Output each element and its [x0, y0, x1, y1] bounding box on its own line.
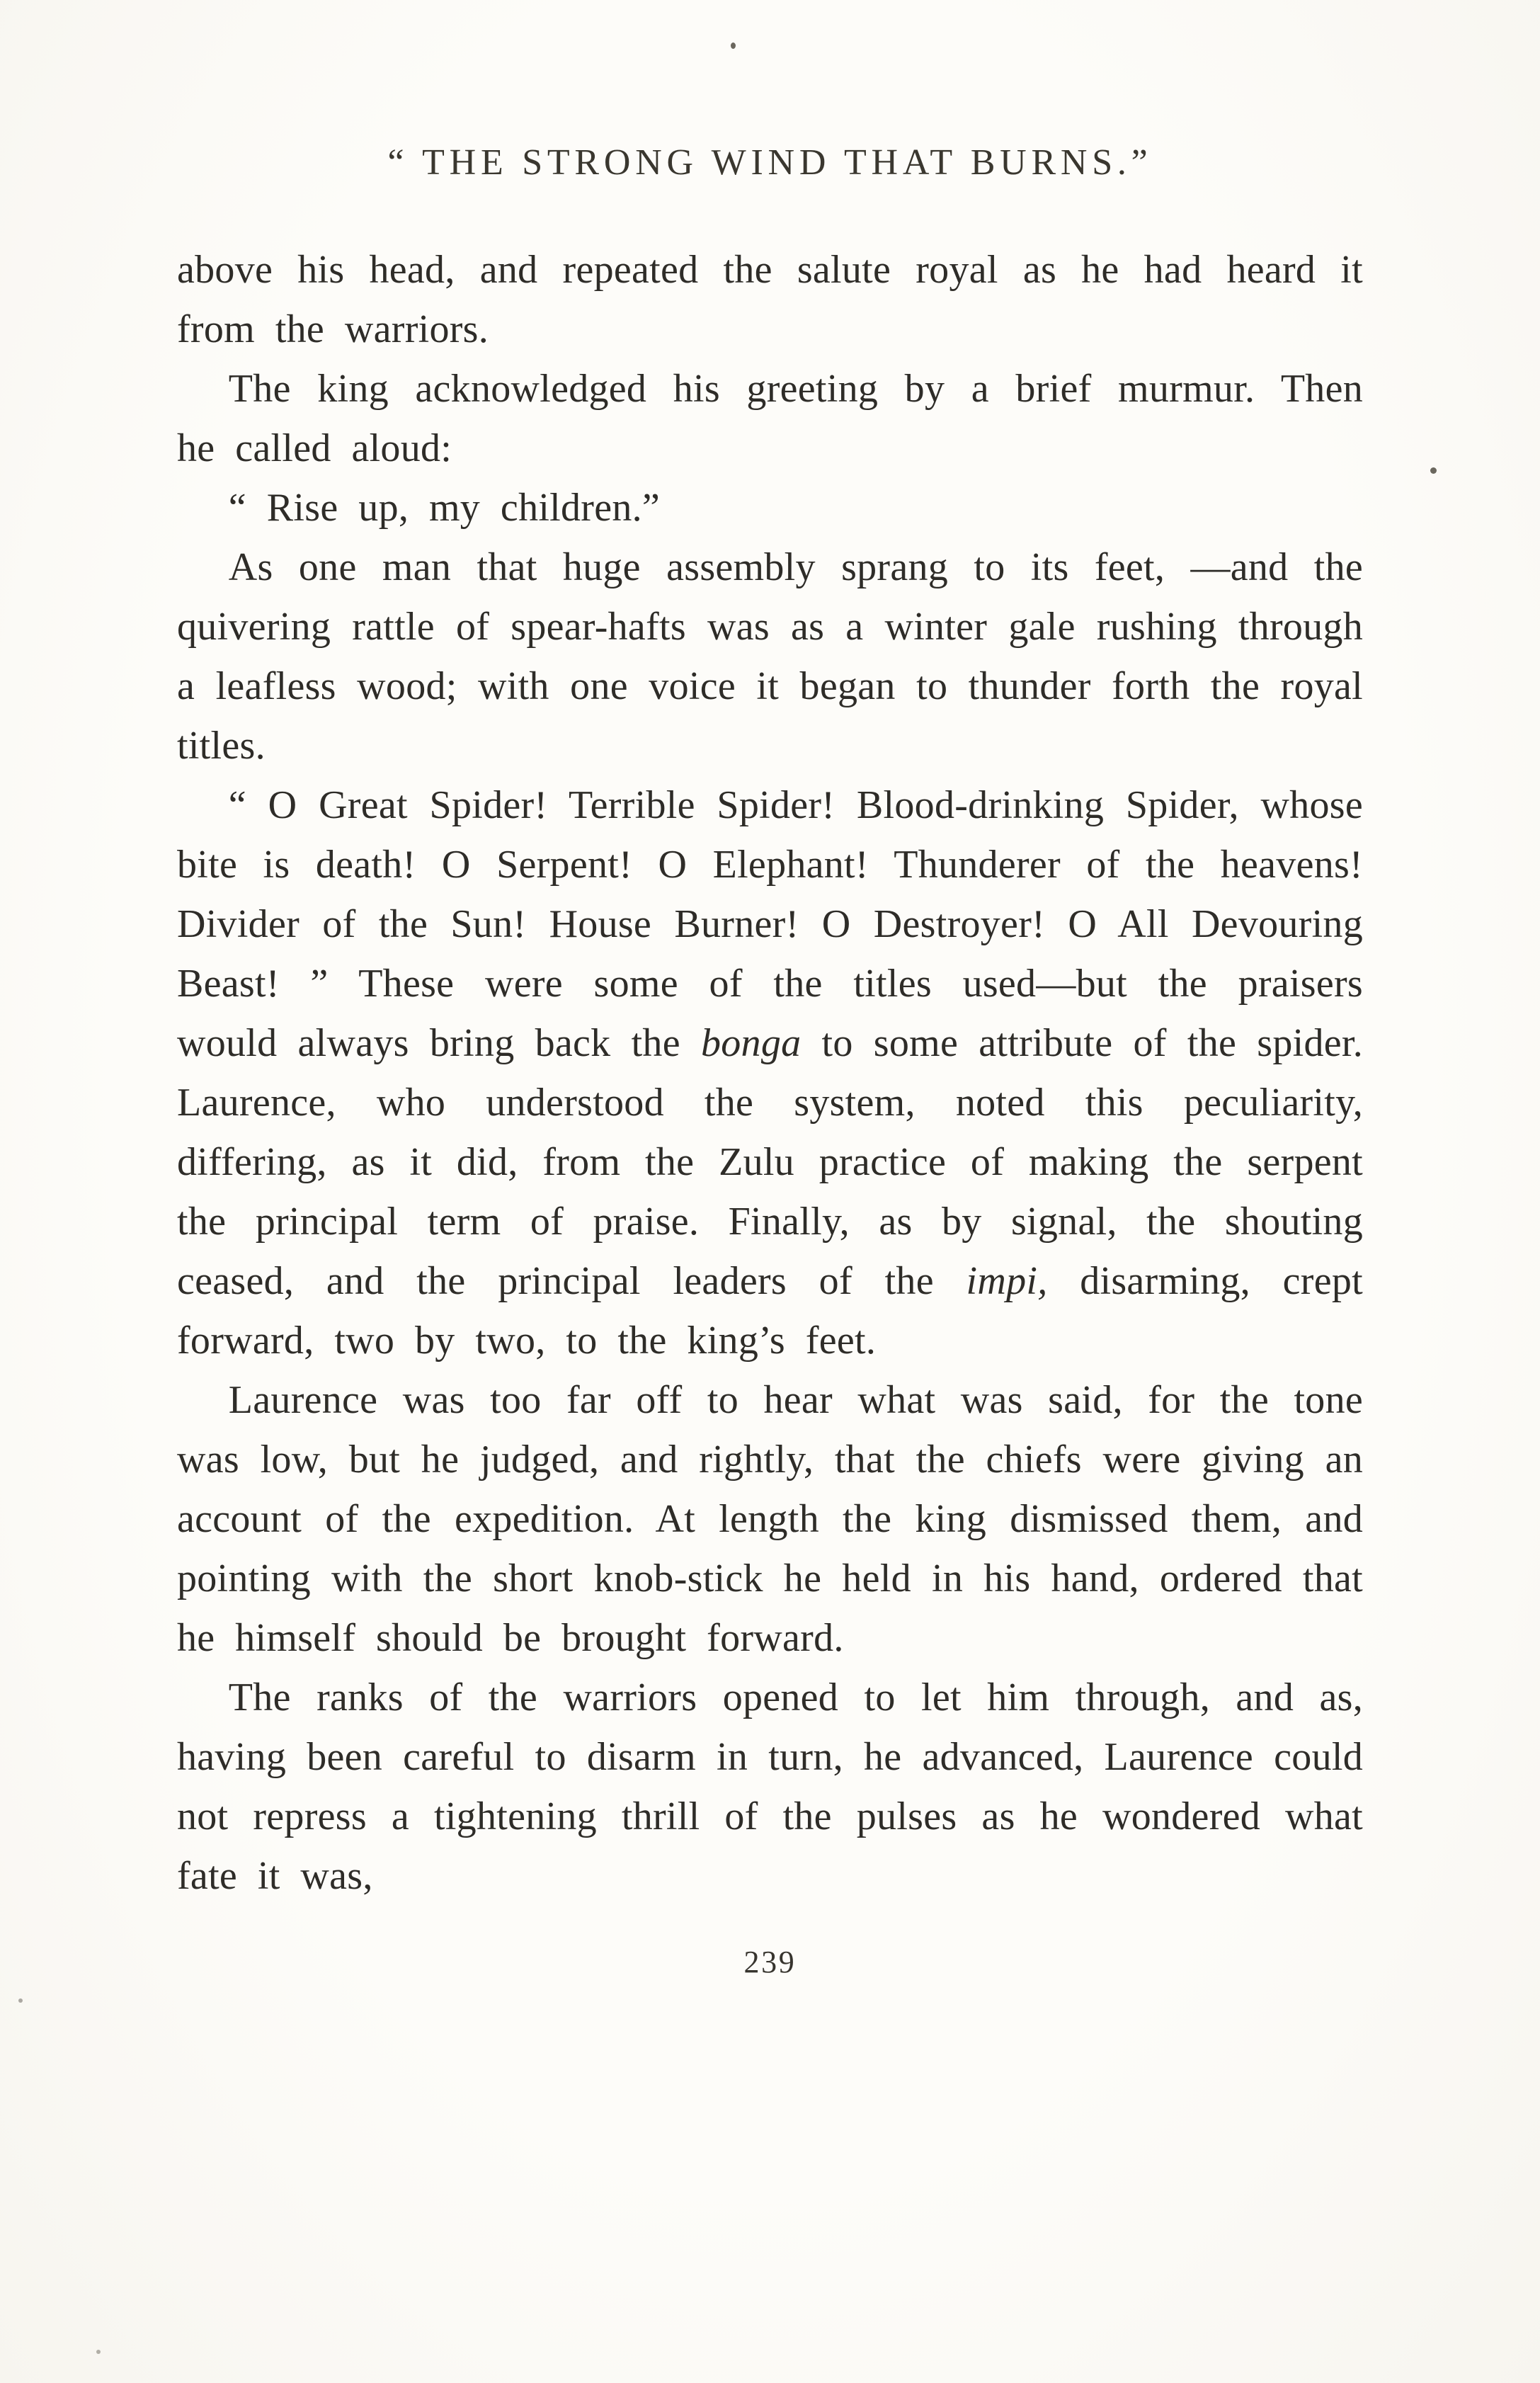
text-segment: disarming, crept forward, two by two, to the king’s feet. [177, 1259, 1363, 1363]
paragraph [177, 1668, 1363, 1906]
paragraph [177, 1370, 1363, 1668]
scan-speck-icon [96, 2350, 101, 2354]
text-segment: Laurence was too far off to hear what was said, for the tone was low, but he judged, and rightly, that the chiefs were giving an account of the expedition. At length the king dismissed them, and pointing with the short knob-stick he held in his hand, ordered that he himself should be brought forward. [177, 1378, 1363, 1660]
text-segment: The ranks of the warriors opened to let him through, and as, having been careful to disarm in turn, he advanced, Laurence could not repress a tightening thrill of the pulses as he wondered what fate it was, [177, 1676, 1363, 1898]
italic-term: impi, [966, 1259, 1048, 1303]
text-segment: “ Rise up, my children.” [228, 486, 661, 530]
italic-term: bonga [700, 1021, 802, 1065]
page-number: 239 [743, 1945, 797, 1979]
running-header: “ THE STRONG WIND THAT BURNS.” [387, 142, 1153, 183]
text-segment: to some attribute of the spider. Laurence, who understood the system, noted this peculiarity, differing, as it did, from the Zulu practice of making the serpent the principal term of praise. Finally, as by signal, the shouting ceased, and the principal leaders of the [177, 1021, 1363, 1303]
paragraph [177, 478, 1363, 538]
paragraph [177, 775, 1363, 1370]
paragraph [177, 538, 1363, 775]
text-segment: As one man that huge assembly sprang to its feet, —and the quivering rattle of spear-hafts was as a winter gale rushing through a leafless wood; with one voice it began to thunder forth the royal titles. [177, 545, 1363, 768]
text-block [177, 240, 1363, 1906]
text-segment: The king acknowledged his greeting by a brief murmur. Then he called aloud: [177, 367, 1363, 470]
paragraph [177, 240, 1363, 359]
scan-speck-icon [18, 1998, 23, 2003]
text-segment: above his head, and repeated the salute royal as he had heard it from the warriors. [177, 248, 1363, 351]
text-segment: “ O Great Spider! Terrible Spider! Blood-drinking Spider, whose bite is death! O Serpent! O Elephant! Thunderer of the heavens! Divider of the Sun! House Burner! O Destroyer! O All Devouring Beast! ” These were some of the titles used—but the praisers would always bring back the [177, 783, 1363, 1065]
scan-speck-icon [1430, 467, 1437, 474]
scan-speck-icon [731, 42, 736, 49]
paragraph [177, 359, 1363, 478]
